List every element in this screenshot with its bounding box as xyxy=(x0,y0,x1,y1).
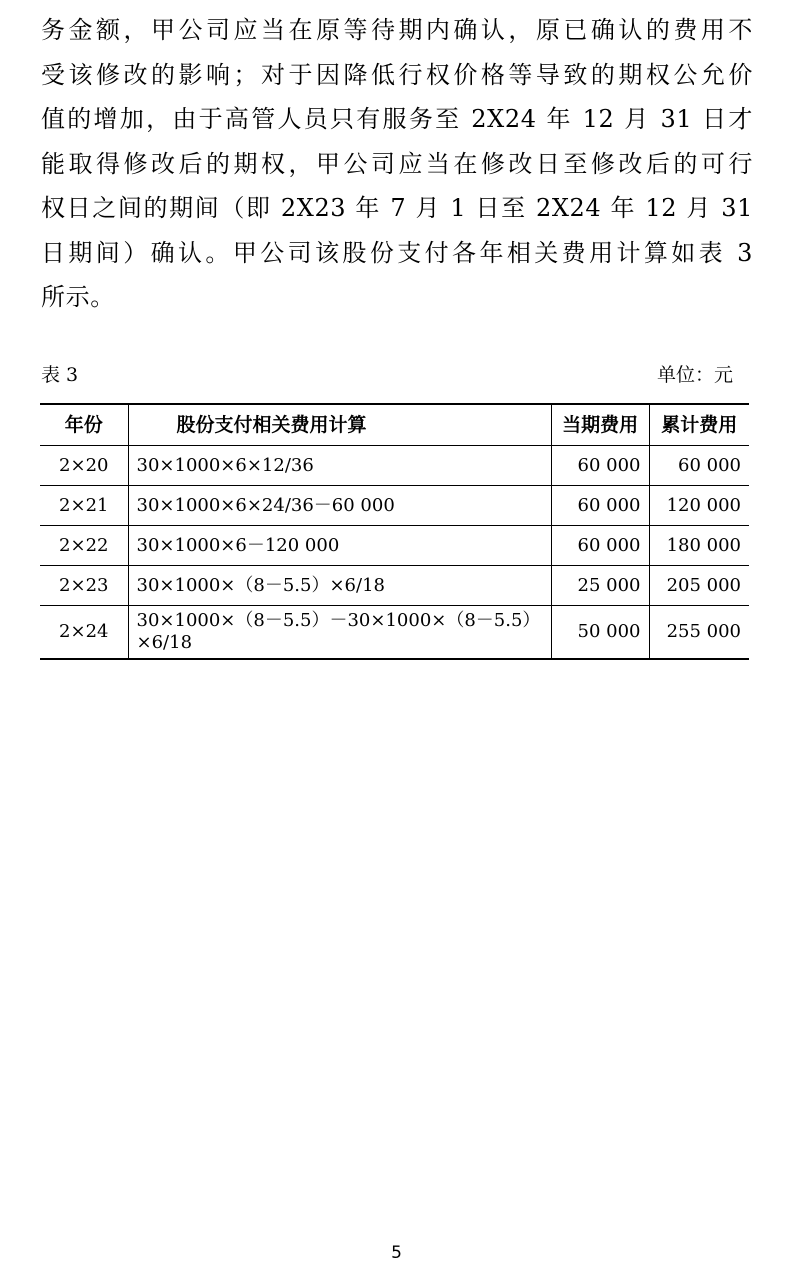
cell-current: 25 000 xyxy=(551,566,649,606)
cell-calc xyxy=(128,486,551,526)
table-header-row xyxy=(40,404,749,446)
header-calc: 股份支付相关费用计算 xyxy=(128,404,551,446)
cell-cumulative: 120 000 xyxy=(649,486,749,526)
cell-calc xyxy=(128,526,551,566)
table-row xyxy=(40,486,749,526)
header-cumulative: 累计费用 xyxy=(649,404,749,446)
cell-cumulative: 205 000 xyxy=(649,566,749,606)
cell-year: 2×22 xyxy=(40,526,128,566)
table-caption: 表 3 xyxy=(41,364,79,386)
paragraph-line: 受该修改的影响；对于因降低行权价格等导致的期权公允价 xyxy=(41,60,753,89)
calc-text: 30×1000×6×12/36 xyxy=(136,454,314,476)
table-row xyxy=(40,446,749,486)
cell-cumulative: 180 000 xyxy=(649,526,749,566)
cell-current: 60 000 xyxy=(551,526,649,566)
calc-text: 30×1000×6×24/36－60 000 xyxy=(136,494,395,516)
paragraph-line: 能取得修改后的期权，甲公司应当在修改日至修改后的可行 xyxy=(41,149,753,178)
page-number: 5 xyxy=(391,1243,402,1263)
table-row xyxy=(40,606,749,660)
share-payment-table xyxy=(40,403,749,660)
body-paragraph xyxy=(41,8,753,320)
header-year: 年份 xyxy=(40,404,128,446)
cell-calc xyxy=(128,446,551,486)
cell-current: 60 000 xyxy=(551,486,649,526)
paragraph-line: 务金额，甲公司应当在原等待期内确认，原已确认的费用不 xyxy=(41,16,753,44)
cell-calc xyxy=(128,606,551,660)
calc-text: 30×1000×（8－5.5）×6/18 xyxy=(136,574,385,596)
paragraph-line: 值的增加，由于高管人员只有服务至 2X24 年 12 月 31 日才 xyxy=(41,105,753,133)
cell-year: 2×23 xyxy=(40,566,128,606)
cell-year: 2×20 xyxy=(40,446,128,486)
paragraph-line: 权日之间的期间（即 2X23 年 7 月 1 日至 2X24 年 12 月 31 xyxy=(41,194,753,222)
table-row xyxy=(40,526,749,566)
paragraph-line: 日期间）确认。甲公司该股份支付各年相关费用计算如表 3 xyxy=(41,238,753,267)
cell-cumulative: 60 000 xyxy=(649,446,749,486)
cell-current: 60 000 xyxy=(551,446,649,486)
cell-cumulative: 255 000 xyxy=(649,606,749,660)
calc-text-continued: ×6/18 xyxy=(136,632,193,653)
cell-year: 2×21 xyxy=(40,486,128,526)
cell-calc xyxy=(128,566,551,606)
header-current: 当期费用 xyxy=(551,404,649,446)
cell-year: 2×24 xyxy=(40,606,128,660)
table-unit: 单位：元 xyxy=(656,364,733,386)
paragraph-line: 所示。 xyxy=(41,283,115,311)
table-row xyxy=(40,566,749,606)
cell-current: 50 000 xyxy=(551,606,649,660)
calc-text: 30×1000×6－120 000 xyxy=(136,534,340,556)
calc-text: 30×1000×（8－5.5）－30×1000×（8－5.5） xyxy=(136,610,541,631)
